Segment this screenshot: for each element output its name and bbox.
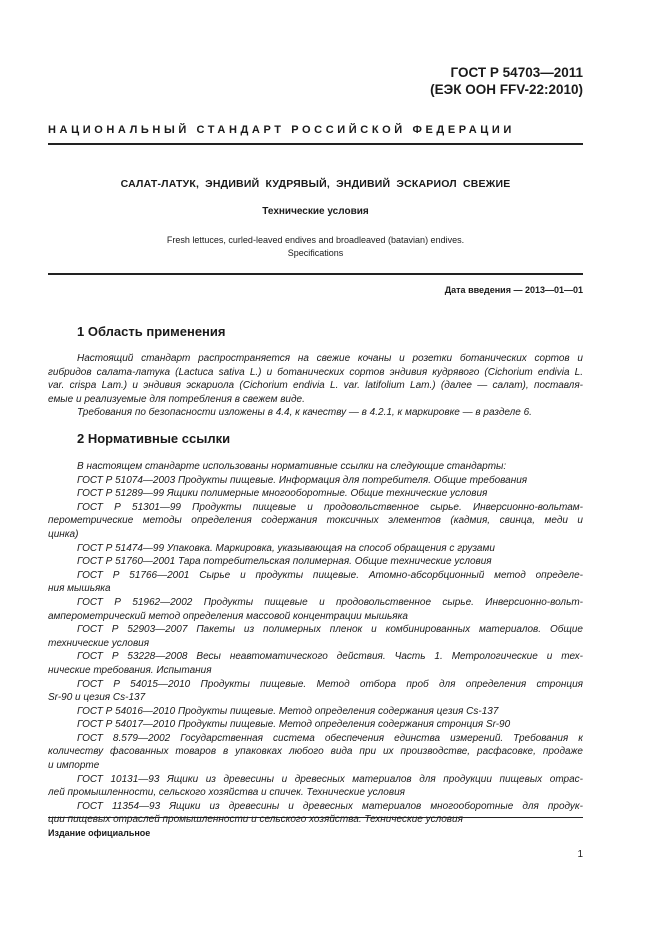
text-line: ния мышьяка	[48, 583, 111, 595]
text-line: ГОСТ Р 51074—2003 Продукты пищевые. Информация для потребителя. Общие требования	[77, 474, 528, 486]
text-line: ГОСТ Р 51760—2001 Тара потребительская полимерная. Общие технические условия	[77, 556, 492, 568]
title-rule	[48, 273, 583, 275]
text-line: var. crispa Lam.) и эндивия эскариола (Cichorium endivia L. var. latifolium Lam.) (далее — салат), поставля-	[48, 380, 583, 392]
text-line: ГОСТ Р 54015—2010 Продукты пищевые. Метод отбора проб для определения стронция	[77, 678, 583, 690]
text-line: гибридов салата-латука (Lactuca sativa L.) и ботанических сортов эндивия кудрявого (Cichorium endivia L.	[48, 366, 583, 378]
english-title-line: Fresh lettuces, curled-leaved endives and broadleaved (batavian) endives.	[166, 235, 465, 245]
section-2-body	[48, 460, 583, 827]
text-line: ГОСТ Р 54017—2010 Продукты пищевые. Метод определения содержания стронция Sr-90	[77, 719, 511, 731]
text-line: ГОСТ 10131—93 Ящики из древесины и древесных материалов для продукции пищевых отрас-	[77, 773, 583, 785]
text-line: ГОСТ Р 51474—99 Упаковка. Маркировка, указывающая на способ обращения с грузами	[77, 542, 495, 554]
text-line: ГОСТ Р 51289—99 Ящики полимерные многооборотные. Общие технические условия	[77, 488, 488, 500]
text-line: технические условия	[48, 637, 150, 649]
section-2-heading: 2 Нормативные ссылки	[77, 431, 231, 446]
page-number: 1	[577, 849, 583, 860]
document-subtitle: Технические условия	[262, 206, 369, 217]
text-line: емые и реализуемые для потребления в свежем виде.	[48, 393, 305, 405]
footer-rule	[48, 817, 583, 818]
standard-code-primary: ГОСТ Р 54703—2011	[450, 65, 583, 80]
text-line: лей промышленности, сельского хозяйства и спичек. Технические условия	[48, 787, 405, 799]
text-line: ции пищевых отраслей промышленности и сельского хозяйства. Технические условия	[48, 814, 463, 826]
standard-code	[430, 64, 583, 98]
text-line: Sr-90 и цезия Cs-137	[48, 692, 146, 704]
text-line: ГОСТ Р 51301—99 Продукты пищевые и продовольственное сырье. Инверсионно-вольтам-	[77, 501, 583, 513]
text-line: ГОСТ Р 52903—2007 Пакеты из полимерных пленок и комбинированных материалов. Общие	[77, 624, 583, 636]
text-line: В настоящем стандарте использованы нормативные ссылки на следующие стандарты:	[77, 461, 507, 472]
text-line: Требования по безопасности изложены в 4.4, к качеству — в 4.2.1, к маркировке — в разделе 6.	[77, 407, 532, 419]
text-line: ГОСТ 8.579—2002 Государственная система обеспечения единства измерений. Требования к	[77, 732, 583, 744]
text-line: ГОСТ Р 51766—2001 Сырье и продукты пищевые. Атомно-абсорбционный метод определе-	[77, 569, 583, 581]
english-title-line: Specifications	[287, 248, 344, 258]
section-1-heading: 1 Область применения	[77, 324, 226, 339]
effective-date: Дата введения — 2013—01—01	[444, 285, 583, 295]
text-line: ГОСТ Р 53228—2008 Весы неавтоматического действия. Часть 1. Метрологические и тех-	[77, 651, 583, 663]
english-title	[48, 234, 583, 260]
text-line: перометрические методы определения содержания токсичных элементов (кадмия, свинца, меди и	[48, 515, 583, 527]
standard-code-equivalent: (ЕЭК ООН FFV-22:2010)	[430, 82, 583, 97]
text-line: количеству фасованных товаров в упаковках любого вида при их производстве, расфасовке, продаже	[48, 746, 583, 758]
section-1-body	[48, 352, 583, 420]
text-line: ГОСТ 11354—93 Ящики из древесины и древесных материалов многооборотные для продук-	[77, 800, 583, 812]
national-standard-banner: НАЦИОНАЛЬНЫЙ СТАНДАРТ РОССИЙСКОЙ ФЕДЕРАЦИИ	[48, 124, 515, 136]
text-line: ГОСТ Р 54016—2010 Продукты пищевые. Метод определения содержания цезия Cs-137	[77, 705, 499, 717]
document-title: САЛАТ-ЛАТУК, ЭНДИВИЙ КУДРЯВЫЙ, ЭНДИВИЙ ЭСКАРИОЛ СВЕЖИЕ	[120, 178, 511, 190]
text-line: Настоящий стандарт распространяется на свежие кочаны и розетки ботанических сортов и	[77, 353, 583, 364]
text-line: амперометрический метод определения массовой концентрации мышьяка	[48, 610, 408, 622]
text-line: и импорте	[48, 760, 100, 772]
text-line: нические требования. Испытания	[48, 664, 212, 676]
official-edition-label: Издание официальное	[48, 828, 151, 838]
text-line: цинка)	[48, 528, 79, 540]
header-rule	[48, 143, 583, 145]
text-line: ГОСТ Р 51962—2002 Продукты пищевые и продовольственное сырье. Инверсионно-вольт-	[77, 596, 583, 608]
